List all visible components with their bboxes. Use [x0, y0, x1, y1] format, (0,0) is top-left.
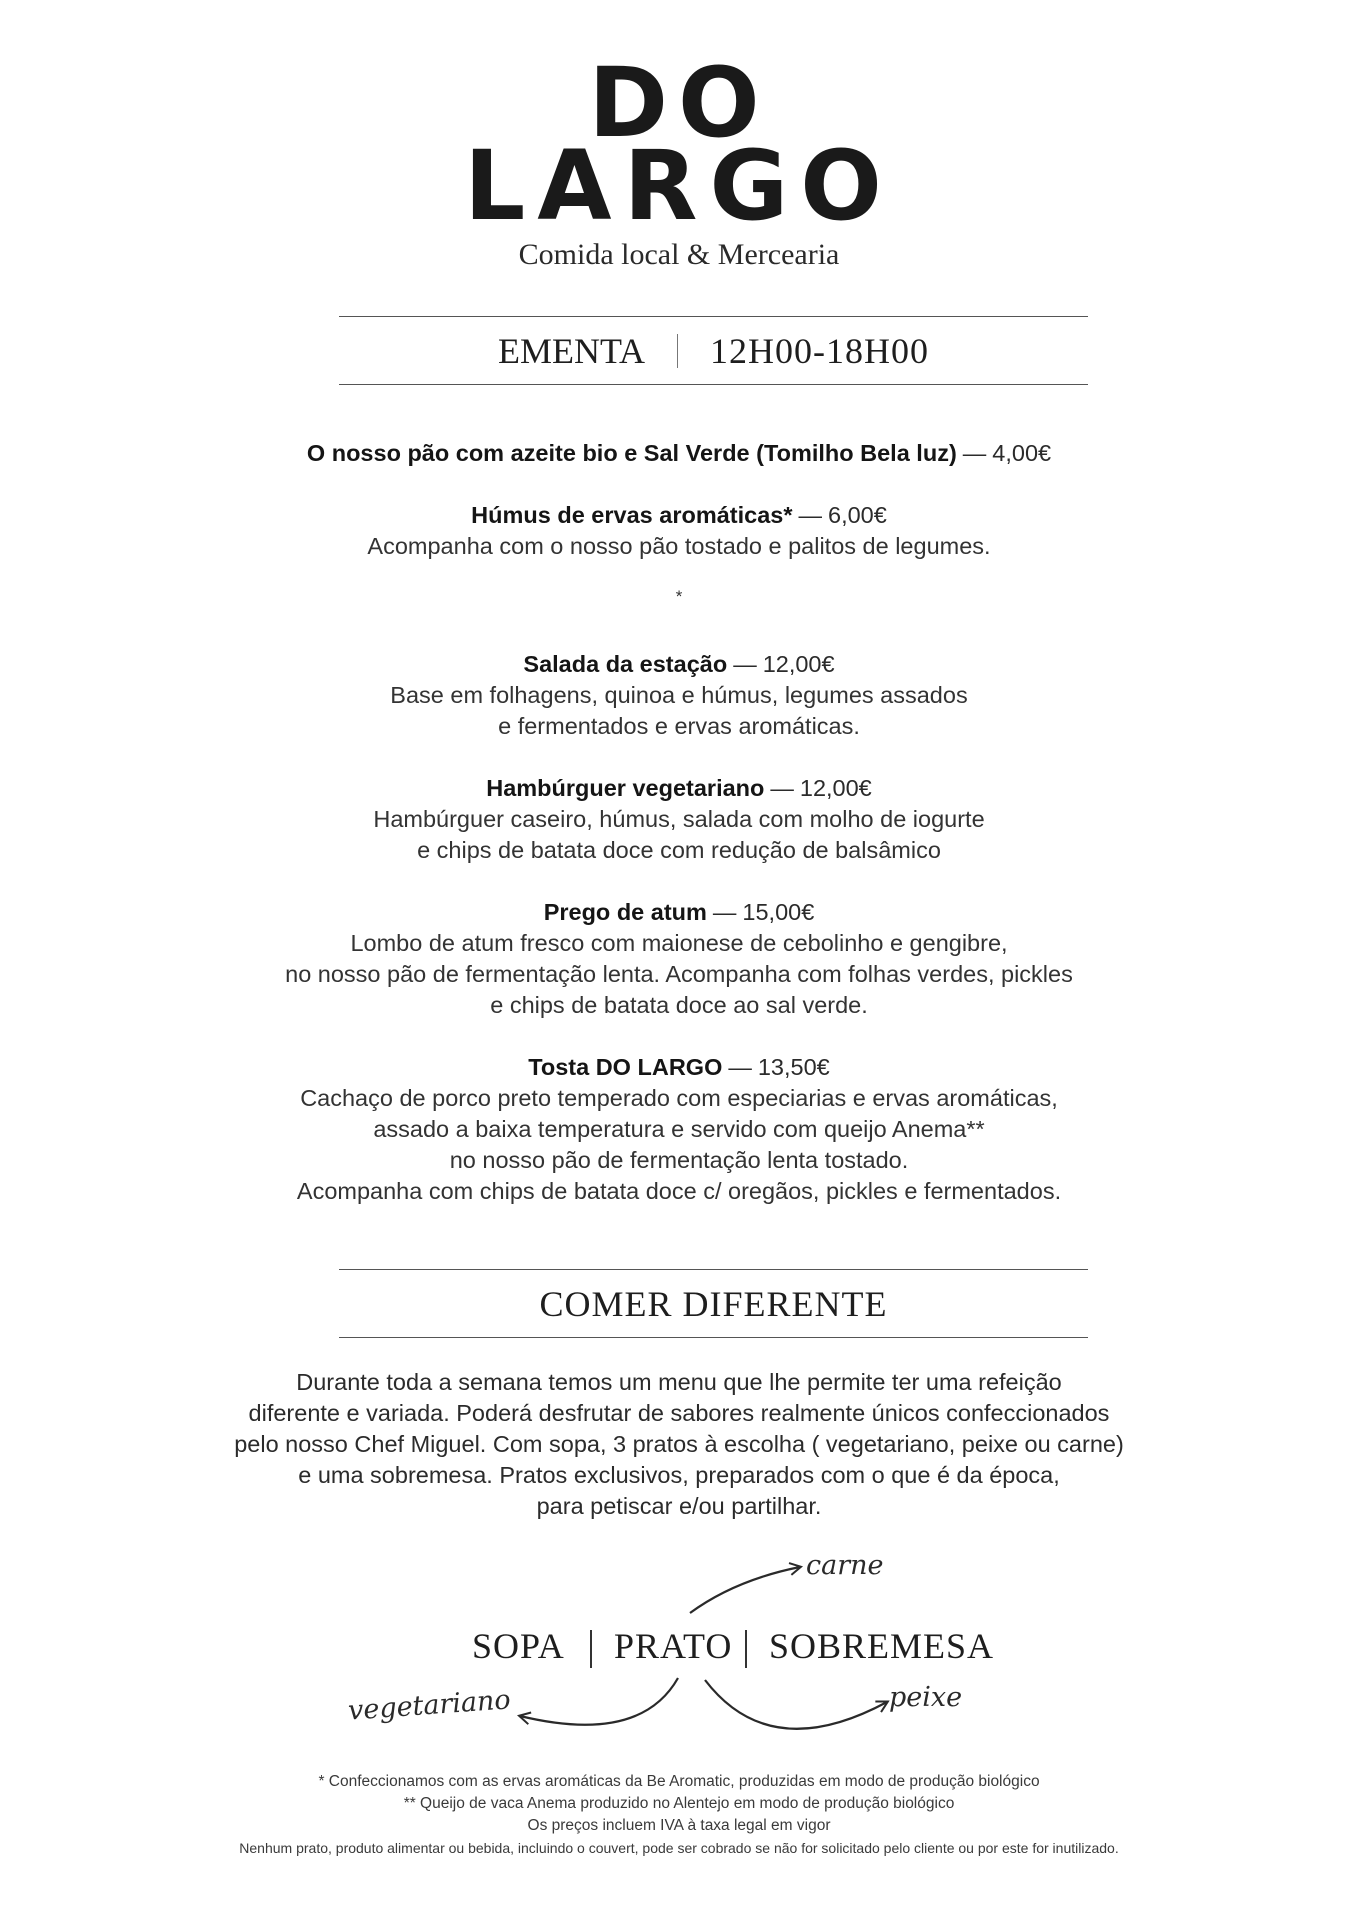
item-title: Húmus de ervas aromáticas*	[471, 502, 793, 528]
item-desc-line: e chips de batata doce com redução de balsâmico	[417, 837, 941, 863]
item-desc-line: Cachaço de porco preto temperado com especiarias e ervas aromáticas,	[300, 1085, 1058, 1111]
footnote: ** Queijo de vaca Anema produzido no Alentejo em modo de produção biológico	[403, 1795, 955, 1812]
item-dash: —	[962, 440, 987, 466]
arrow-to-peixe	[705, 1680, 887, 1729]
flow-peixe: peixe	[889, 1682, 963, 1713]
logo-line-do: DO	[588, 47, 770, 159]
item-title: Prego de atum	[543, 899, 707, 925]
footnote: Nenhum prato, produto alimentar ou bebida, incluindo o couvert, pode ser cobrado se não for solicitado pelo cliente ou por este for inutilizado.	[239, 1840, 1119, 1856]
item-title: Tosta DO LARGO	[528, 1054, 723, 1080]
item-desc-line: assado a baixa temperatura e servido com queijo Anema**	[373, 1116, 985, 1142]
item-desc-line: Acompanha com o nosso pão tostado e palitos de legumes.	[367, 533, 991, 559]
item-dash: —	[798, 502, 822, 528]
item-dash: —	[733, 651, 757, 677]
flow-separator	[590, 1630, 592, 1668]
flow-vegetariano: vegetariano	[347, 1684, 512, 1727]
flow-sopa: SOPA	[472, 1626, 565, 1666]
arrow-to-carne	[690, 1567, 800, 1613]
footnotes	[150, 1771, 1208, 1859]
comer-text-line: diferente e variada. Poderá desfrutar de sabores realmente únicos confeccionados	[248, 1400, 1110, 1426]
item-price: 13,50€	[757, 1054, 830, 1080]
item-price: 4,00€	[992, 440, 1052, 466]
menu-label: EMENTA	[497, 331, 646, 371]
item-desc-line: Base em folhagens, quinoa e húmus, legumes assados	[390, 682, 968, 708]
item-desc-line: Hambúrguer caseiro, húmus, salada com molho de iogurte	[373, 806, 985, 832]
menu-hours: 12H00-18H00	[710, 331, 930, 371]
arrow-to-vegetariano	[520, 1678, 678, 1725]
item-desc-line: no nosso pão de fermentação lenta. Acompanha com folhas verdes, pickles	[285, 961, 1073, 987]
item-title: Hambúrguer vegetariano	[486, 775, 765, 801]
flow-carne: carne	[806, 1550, 884, 1581]
item-desc-line: no nosso pão de fermentação lenta tostado.	[449, 1147, 909, 1173]
comer-text-line: e uma sobremesa. Pratos exclusivos, preparados com o que é da época,	[298, 1462, 1060, 1488]
item-desc-line: Acompanha com chips de batata doce c/ oregãos, pickles e fermentados.	[296, 1178, 1062, 1204]
comer-text-line: pelo nosso Chef Miguel. Com sopa, 3 pratos à escolha ( vegetariano, peixe ou carne)	[234, 1431, 1124, 1457]
footnote: * Confeccionamos com as ervas aromáticas da Be Aromatic, produzidas em modo de produção biológico	[318, 1773, 1040, 1790]
item-price: 12,00€	[762, 651, 835, 677]
flow-sobremesa: SOBREMESA	[769, 1626, 995, 1666]
comer-text-line: para petiscar e/ou partilhar.	[536, 1493, 822, 1519]
flow-prato: PRATO	[614, 1626, 733, 1666]
star-separator: *	[675, 587, 683, 606]
logo-line-largo: LARGO	[464, 130, 894, 242]
footnote: Os preços incluem IVA à taxa legal em vigor	[527, 1817, 831, 1834]
item-desc-line: e fermentados e ervas aromáticas.	[498, 713, 860, 739]
flow-separator	[745, 1630, 747, 1668]
item-dash: —	[728, 1054, 752, 1080]
item-dash: —	[712, 899, 737, 925]
item-title: O nosso pão com azeite bio e Sal Verde (Tomilho Bela luz)	[306, 440, 957, 466]
item-desc-line: Lombo de atum fresco com maionese de cebolinho e gengibre,	[350, 930, 1008, 956]
comer-diferente-title: COMER DIFERENTE	[539, 1284, 888, 1324]
item-price: 15,00€	[742, 899, 815, 925]
item-dash: —	[770, 775, 794, 801]
item-title: Salada da estação	[523, 651, 728, 677]
tagline: Comida local & Mercearia	[518, 238, 840, 271]
item-desc-line: e chips de batata doce ao sal verde.	[490, 992, 868, 1018]
item-price: 12,00€	[799, 775, 872, 801]
item-price: 6,00€	[828, 502, 887, 528]
comer-text-line: Durante toda a semana temos um menu que lhe permite ter uma refeição	[296, 1369, 1062, 1395]
